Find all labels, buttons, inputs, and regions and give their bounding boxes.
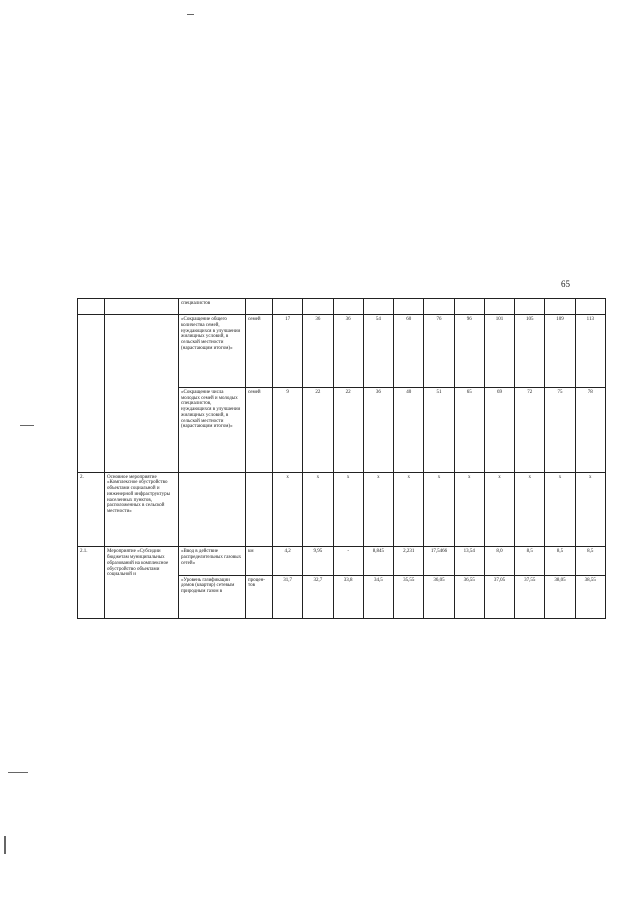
page-number: 65 [561, 279, 570, 289]
value-cell: 101 [484, 315, 514, 388]
indicator-cell: специалистов [179, 299, 246, 315]
value-cell [273, 299, 303, 315]
indicator-cell: «Сокращение общего количества семей, нуждающихся в улучшении жилищных условий, в сельской местности (нарастающим итогом)» [179, 315, 246, 388]
value-cell: 36,55 [454, 575, 484, 618]
value-cell [333, 299, 363, 315]
value-cell: 69 [484, 387, 514, 472]
table-row [78, 472, 606, 547]
value-cell: 51 [424, 387, 454, 472]
value-cell: 109 [545, 315, 575, 388]
indicator-cell: «Ввод в действие распределительных газовых сетей» [179, 547, 246, 575]
cell-num [78, 299, 105, 315]
value-cell: 60 [394, 315, 424, 388]
value-cell: 65 [454, 387, 484, 472]
value-cell [545, 299, 575, 315]
value-cell [515, 299, 545, 315]
value-cell: 8,5 [545, 547, 575, 575]
indicator-cell [179, 472, 246, 547]
value-cell: 37,05 [484, 575, 514, 618]
value-cell: х [454, 472, 484, 547]
value-cell: 2,231 [394, 547, 424, 575]
value-cell: 105 [515, 315, 545, 388]
unit-cell: семей [246, 387, 273, 472]
event-name-cell: Основное мероприятие «Комплексное обустройство объектами социальной и инженерной инфраструктуры населенных пунктов, расположенных в сельской местности» [105, 472, 179, 547]
table-row [78, 299, 606, 315]
value-cell: 113 [575, 315, 605, 388]
value-cell: 96 [454, 315, 484, 388]
value-cell: 36 [333, 315, 363, 388]
value-cell: 78 [575, 387, 605, 472]
value-cell: 37,55 [515, 575, 545, 618]
value-cell: - [333, 547, 363, 575]
value-cell: 8,0 [484, 547, 514, 575]
value-cell: 8,5 [515, 547, 545, 575]
value-cell: 36 [363, 387, 393, 472]
indicators-table [77, 298, 606, 619]
value-cell: х [333, 472, 363, 547]
value-cell: 31,7 [273, 575, 303, 618]
value-cell: х [545, 472, 575, 547]
value-cell: 22 [333, 387, 363, 472]
value-cell: 13,54 [454, 547, 484, 575]
value-cell: х [303, 472, 333, 547]
indicator-cell: «Сокращение числа молодых семей и молодых специалистов, нуждающихся в улучшении жилищных условий, в сельской местности (нарастающим итогом)» [179, 387, 246, 472]
value-cell: 17 [273, 315, 303, 388]
value-cell: х [394, 472, 424, 547]
indicator-cell: «Уровень газификации домов (квартир) сетевым природным газом в [179, 575, 246, 618]
unit-cell [246, 472, 273, 547]
cell-event [105, 315, 179, 472]
value-cell: х [273, 472, 303, 547]
value-cell: х [515, 472, 545, 547]
value-cell: 8,845 [363, 547, 393, 575]
value-cell: 54 [363, 315, 393, 388]
value-cell [363, 299, 393, 315]
value-cell: 76 [424, 315, 454, 388]
value-cell: 33,8 [333, 575, 363, 618]
unit-cell: км [246, 547, 273, 575]
value-cell: 9 [273, 387, 303, 472]
value-cell: х [424, 472, 454, 547]
value-cell [303, 299, 333, 315]
value-cell: 75 [545, 387, 575, 472]
value-cell: 22 [303, 387, 333, 472]
scan-speck [8, 772, 28, 773]
scan-speck [20, 425, 34, 426]
value-cell: х [575, 472, 605, 547]
value-cell [454, 299, 484, 315]
value-cell: 9,95 [303, 547, 333, 575]
event-number-cell: 2. [78, 472, 105, 547]
unit-cell: семей [246, 315, 273, 388]
table-row [78, 315, 606, 388]
value-cell: х [484, 472, 514, 547]
value-cell [575, 299, 605, 315]
value-cell [394, 299, 424, 315]
cell-event [105, 299, 179, 315]
table-row [78, 547, 606, 575]
unit-cell [246, 299, 273, 315]
value-cell: х [363, 472, 393, 547]
value-cell: 38,55 [575, 575, 605, 618]
value-cell [484, 299, 514, 315]
value-cell: 32,7 [303, 575, 333, 618]
unit-cell: процен-тов [246, 575, 273, 618]
value-cell: 36,05 [424, 575, 454, 618]
event-number-cell: 2.1. [78, 547, 105, 619]
scan-speck [4, 836, 6, 854]
event-name-cell: Мероприятие «Субсидии бюджетам муниципальных образований на комплексное обустройство объектами социальной и [105, 547, 179, 619]
value-cell: 35,55 [394, 575, 424, 618]
value-cell: 34,5 [363, 575, 393, 618]
value-cell: 17,5466 [424, 547, 454, 575]
value-cell: 4,2 [273, 547, 303, 575]
value-cell: 38,05 [545, 575, 575, 618]
cell-num [78, 315, 105, 472]
value-cell: 72 [515, 387, 545, 472]
value-cell: 40 [394, 387, 424, 472]
value-cell [424, 299, 454, 315]
scan-speck [187, 14, 194, 15]
value-cell: 8,5 [575, 547, 605, 575]
value-cell: 36 [303, 315, 333, 388]
